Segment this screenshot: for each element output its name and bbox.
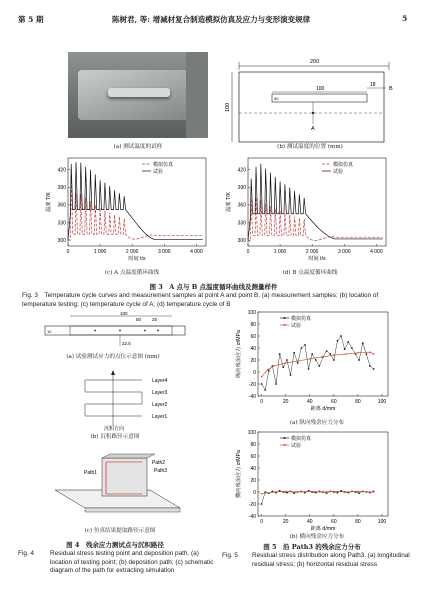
data-point-simulation: [297, 360, 299, 362]
path1-label: Path1: [84, 470, 98, 476]
data-point-experiment: [261, 383, 263, 385]
y-tick-label: 40: [250, 465, 256, 472]
issue-number: 第 5 期: [18, 15, 44, 24]
fig4-sub-a: (a) 试验测试应力的点位示意图 (mm): [66, 354, 160, 360]
data-point-experiment: [300, 347, 302, 349]
x-tick-label: 3 000: [158, 249, 171, 255]
y-axis-label: 温度 T/K: [226, 192, 232, 212]
data-point-experiment: [293, 492, 295, 494]
x-axis-label: 距离 d/mm: [310, 526, 336, 532]
data-point-simulation: [261, 493, 263, 495]
data-point-experiment: [318, 365, 320, 367]
legend-label: 模拟仿真: [291, 315, 312, 322]
deposition-direction: 沉积方向: [104, 426, 125, 432]
data-point-experiment: [264, 389, 266, 391]
y-tick-label: 80: [250, 321, 256, 328]
y-tick-label: 300: [237, 237, 246, 244]
data-point-experiment: [275, 383, 277, 385]
dim-height: 100: [225, 102, 231, 112]
data-point-simulation: [357, 352, 359, 354]
data-point-experiment: [369, 365, 371, 367]
fig4-label: Fig. 4: [18, 550, 34, 557]
x-tick-label: 100: [377, 519, 387, 525]
chart-fig3d: [210, 152, 400, 268]
data-point-experiment: [362, 342, 364, 344]
data-point-experiment: [315, 359, 317, 361]
series-line: [68, 176, 203, 241]
data-point-experiment: [268, 370, 270, 372]
y-axis-label: 横向残余应力 σ/MPa: [236, 450, 242, 498]
data-point-experiment: [290, 374, 292, 376]
y-tick-label: 20: [250, 357, 256, 364]
data-point-experiment: [358, 359, 360, 361]
data-point-experiment: [337, 340, 339, 342]
data-point-simulation: [369, 491, 371, 493]
dim-22-5: 22.5: [122, 341, 131, 346]
x-tick-label: 2 000: [305, 249, 319, 255]
y-tick-label: 420: [237, 167, 246, 174]
y-axis-label: 纵向残余应力 σ/MPa: [236, 330, 242, 378]
legend-marker: [284, 324, 286, 326]
dim-25: 25: [152, 317, 158, 322]
y-tick-label: 60: [250, 453, 256, 460]
plot-frame: [68, 158, 206, 246]
chart-fig5b: [222, 428, 402, 536]
data-point-simulation: [273, 491, 275, 493]
fig3-sub-d: (d) B 点温度循环曲线: [282, 270, 338, 276]
series-line: [68, 162, 203, 240]
data-point-experiment: [326, 492, 328, 494]
fig3-title: 图 3 A 点与 B 点温度循环曲线及测量样件: [149, 283, 278, 291]
data-point-experiment: [351, 347, 353, 349]
data-point-experiment: [297, 362, 299, 364]
data-point-experiment: [347, 341, 349, 343]
dim-10: 10: [47, 329, 52, 334]
x-tick-label: 0: [246, 249, 250, 255]
dim-width: 200: [310, 59, 320, 65]
data-point-experiment: [286, 492, 288, 494]
x-tick-label: 80: [355, 519, 361, 525]
data-point-simulation: [357, 491, 359, 493]
data-point-experiment: [308, 368, 310, 370]
data-point-experiment: [304, 344, 306, 346]
data-point-simulation: [297, 491, 299, 493]
data-point-experiment: [261, 503, 263, 505]
x-tick-label: 1 000: [273, 249, 287, 255]
x-tick-label: 3 000: [338, 249, 351, 255]
fig5-title: 图 5 沿 Path3 的残余应力分布: [263, 543, 361, 551]
data-point-simulation: [321, 356, 323, 358]
data-point-simulation: [285, 491, 287, 493]
dim-50: 50: [136, 317, 142, 322]
x-tick-label: 40: [306, 519, 313, 525]
y-tick-label: 60: [250, 333, 256, 340]
path2-label: Path2: [152, 460, 166, 466]
y-tick-label: 360: [237, 202, 246, 209]
x-tick-label: 60: [331, 519, 337, 525]
plot-frame: [248, 158, 386, 246]
data-point-experiment: [264, 491, 266, 493]
data-point-simulation: [333, 491, 335, 493]
y-tick-label: 20: [250, 477, 256, 484]
data-point-simulation: [345, 491, 347, 493]
x-tick-label: 4 000: [190, 249, 203, 255]
data-point-experiment: [358, 492, 360, 494]
dim-right: 18: [370, 82, 376, 88]
data-point-experiment: [311, 353, 313, 355]
fig3-sub-b: (b) 测试温度的位置 (mm): [277, 144, 343, 150]
y-tick-label: 0: [253, 489, 256, 496]
page-number: 5: [402, 14, 408, 23]
fig5-caption: Residual stress distribution along Path3. (a) longitudinal residual stress; (b) horizontal residual stress: [252, 552, 410, 568]
y-axis-label: 温度 T/K: [46, 192, 52, 212]
fig3-sub-c: (c) A 点温度循环曲线: [104, 270, 160, 276]
data-point-experiment: [293, 352, 295, 354]
y-tick-label: 0: [253, 369, 256, 376]
path3-label: Path3: [154, 468, 168, 474]
series-line: [248, 164, 383, 240]
layer-4: Layer4: [152, 378, 168, 384]
extraction-path-schematic: [50, 450, 190, 520]
dim-100: 100: [120, 312, 128, 316]
fig5-sub-a: (a) 纵向残余应力分布: [289, 420, 345, 426]
y-tick-label: 390: [237, 185, 246, 192]
legend-label: 试验: [153, 168, 164, 175]
data-point-simulation: [285, 362, 287, 364]
x-tick-label: 1 000: [93, 249, 107, 255]
data-point-simulation: [333, 354, 335, 356]
y-tick-label: -40: [248, 393, 256, 400]
data-point-simulation: [309, 491, 311, 493]
dim-inner: 100: [316, 86, 325, 92]
temp-location-schematic: [224, 52, 394, 144]
chart-fig5a: [222, 308, 402, 416]
x-tick-label: 40: [306, 399, 313, 405]
y-tick-label: 80: [250, 441, 256, 448]
x-tick-label: 0: [66, 249, 70, 255]
y-tick-label: 40: [250, 345, 256, 352]
fig5-sub-b: (b) 横向残余应力分布: [289, 534, 345, 540]
x-tick-label: 2 000: [125, 249, 139, 255]
data-point-experiment: [282, 366, 284, 368]
fig3-caption: Fig. 3 Temperature cycle curves and measurement samples at point A and point B. (a) measurement samples; (b) location of temperature testing; (c) temperature cycle of A; (d) temperature cycle of B: [22, 292, 379, 308]
x-tick-label: 4 000: [370, 249, 383, 255]
chart-fig3c: [30, 152, 220, 268]
x-tick-label: 20: [282, 399, 289, 405]
legend-label: 试验: [291, 442, 302, 449]
legend-label: 试验: [291, 322, 302, 329]
y-tick-label: -20: [248, 381, 256, 388]
data-point-simulation: [261, 376, 263, 378]
legend-label: 模拟仿真: [153, 161, 174, 168]
data-point-experiment: [329, 353, 331, 355]
data-point-simulation: [321, 491, 323, 493]
fig4-sub-b: (b) 沉积路径示意图: [90, 434, 140, 440]
x-tick-label: 80: [355, 399, 361, 405]
data-point-experiment: [365, 353, 367, 355]
sample-photo: [68, 52, 208, 138]
y-tick-label: 100: [247, 309, 256, 316]
series-line-experiment: [262, 491, 374, 504]
y-tick-label: 100: [247, 429, 256, 436]
layer-3: Layer3: [152, 390, 168, 396]
legend-label: 试验: [333, 168, 344, 175]
fig4-sub-c: (c) 仿真结果提取路径示意图: [84, 528, 156, 534]
x-tick-label: 0: [260, 519, 264, 525]
layer-1: Layer1: [152, 414, 168, 420]
y-tick-label: 390: [57, 185, 66, 192]
data-point-experiment: [337, 492, 339, 494]
layer-2: Layer2: [152, 402, 168, 408]
data-point-experiment: [340, 335, 342, 337]
x-tick-label: 60: [331, 399, 337, 405]
data-point-simulation: [267, 369, 269, 371]
fig4-title: 图 4 残余应力测试点与沉积路径: [66, 541, 164, 549]
data-point-experiment: [279, 353, 281, 355]
point-a-label: A: [311, 126, 315, 132]
x-tick-label: 0: [260, 399, 264, 405]
fig4-caption: Residual stress testing point and deposition path. (a) location of testing point; (b) deposition path; (c) schematic diagram of the path for extracting simulation: [50, 550, 214, 575]
legend-marker: [284, 444, 286, 446]
running-title: 陈树君, 等: 增减材复合制造模拟仿真及应力与变形演变规律: [112, 15, 311, 24]
data-point-simulation: [309, 358, 311, 360]
data-point-simulation: [345, 353, 347, 355]
legend-marker: [284, 437, 286, 439]
y-tick-label: 330: [57, 220, 66, 227]
y-tick-label: 360: [57, 202, 66, 209]
y-tick-label: -20: [248, 501, 256, 508]
data-point-experiment: [326, 350, 328, 352]
data-point-simulation: [273, 365, 275, 367]
data-point-simulation: [373, 353, 375, 355]
data-point-experiment: [373, 368, 375, 370]
fig3-sub-a: (a) 测试温度的试样: [113, 144, 163, 150]
data-point-experiment: [344, 348, 346, 350]
series-line: [248, 198, 383, 241]
y-tick-label: 420: [57, 167, 66, 174]
legend-label: 模拟仿真: [333, 161, 354, 168]
x-tick-label: 20: [282, 519, 289, 525]
series-line-experiment: [262, 336, 374, 390]
data-point-simulation: [373, 491, 375, 493]
data-point-experiment: [333, 359, 335, 361]
data-point-simulation: [369, 351, 371, 353]
deposition-path-schematic: [80, 370, 190, 432]
legend-label: 模拟仿真: [291, 435, 312, 442]
x-tick-label: 100: [377, 399, 387, 405]
fig5-label: Fig. 5: [222, 552, 238, 559]
y-tick-label: 300: [57, 237, 66, 244]
x-axis-label: 时间 t/s: [308, 256, 326, 262]
plot-frame: [258, 432, 388, 516]
legend-marker: [284, 317, 286, 319]
y-tick-label: 330: [237, 220, 246, 227]
y-tick-label: -40: [248, 513, 256, 520]
point-b-label: B: [389, 86, 393, 92]
x-axis-label: 时间 t/s: [128, 256, 146, 262]
data-point-experiment: [286, 359, 288, 361]
plot-frame: [258, 312, 388, 396]
x-axis-label: 距离 d/mm: [310, 406, 336, 412]
dim-left: 50: [274, 96, 279, 101]
